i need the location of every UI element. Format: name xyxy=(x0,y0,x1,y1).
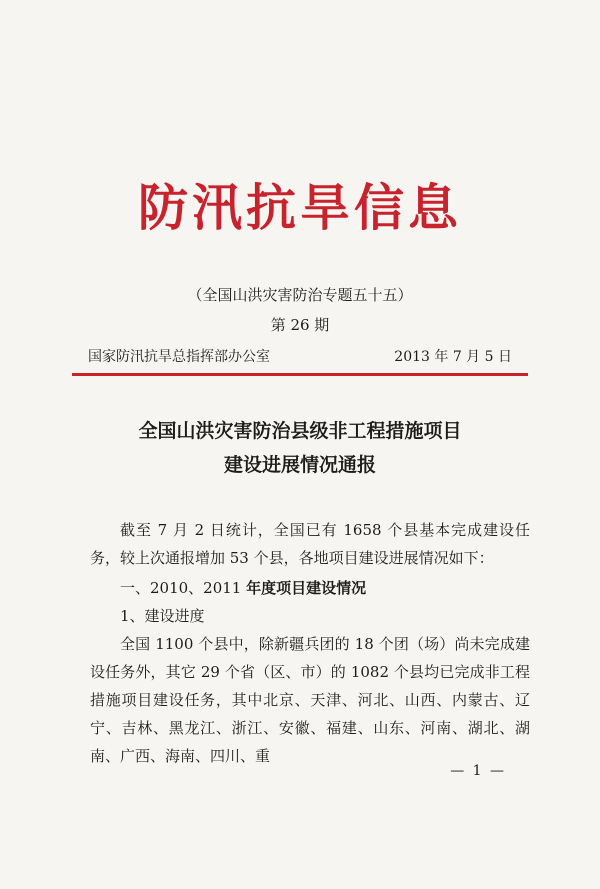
title-line-2: 建设进展情况通报 xyxy=(223,454,376,476)
progress-paragraph: 全国 1100 个县中，除新疆兵团的 18 个团（场）尚未完成建设任务外，其它 29 个省（区、市）的 1082 个县均已完成非工程措施项目建设任务，其中北京、天津、河北、山西、内蒙古、辽宁、吉林、黑龙江、浙江、安徽、福建、山东、河南、湖北、湖南、广西、海南、四川、重 xyxy=(90,635,530,765)
issuer-date-row xyxy=(88,346,512,366)
masthead-title: 防汛抗旱信息 xyxy=(138,178,462,237)
special-topic-subtitle: （全国山洪灾害防治专题五十五） xyxy=(187,286,413,304)
issuer-name: 国家防汛抗旱总指挥部办公室 xyxy=(88,349,270,365)
header-divider xyxy=(72,373,528,376)
title-line-1: 全国山洪灾害防治县级非工程措施项目 xyxy=(138,420,462,442)
intro-paragraph: 截至 7 月 2 日统计，全国已有 1658 个县基本完成建设任务，较上次通报增加 53 个县，各地项目建设进展情况如下： xyxy=(90,521,530,567)
body-text xyxy=(90,516,530,770)
document-title xyxy=(0,414,600,482)
section-heading xyxy=(90,574,530,602)
issue-date: 2013 年 7 月 5 日 xyxy=(394,349,512,365)
page-number: — 1 — xyxy=(450,763,506,779)
subsection-heading: 1、建设进度 xyxy=(120,607,205,625)
issue-number: 第 26 期 xyxy=(270,316,330,334)
section-heading-bold: 年度项目建设情况 xyxy=(246,579,367,597)
section-heading-prefix: 一、2010、2011 xyxy=(120,579,247,597)
